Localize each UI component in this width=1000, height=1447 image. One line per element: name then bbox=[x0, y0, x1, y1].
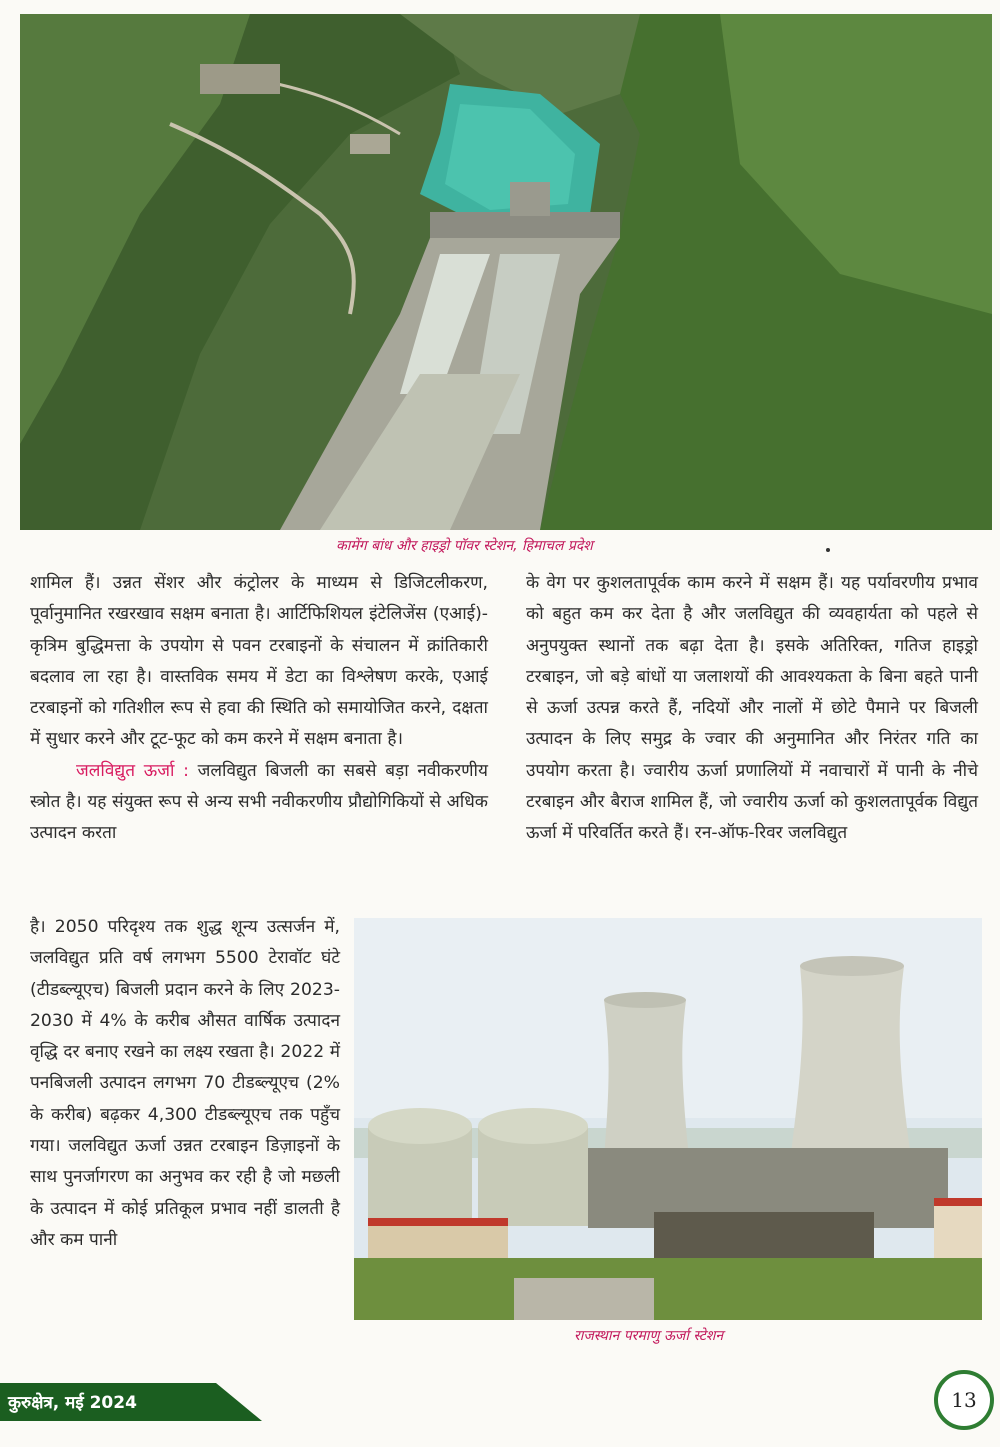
hydro-paragraph-start-text: जलविद्युत बिजली का सबसे बड़ा नवीकरणीय स्त्रोत है। यह संयुक्त रूप से अन्य सभी नवीकरणीय प्रौद्योगिकियों से अधिक उत्पादन करता bbox=[30, 760, 488, 844]
top-photo-caption: कामेंग बांध और हाइड्रो पॉवर स्टेशन, हिमाचल प्रदेश bbox=[336, 538, 593, 554]
left-paragraph-1: शामिल हैं। उन्नत सेंशर और कंट्रोलर के माध्यम से डिजिटलीकरण, पूर्वानुमानित रखरखाव सक्षम बनाता है। आर्टिफिशियल इंटेलिजेंस (एआई)-कृत्रिम बुद्धिमत्ता के उपयोग से पवन टरबाइनों के संचालन में क्रांतिकारी बदलाव ला रहा है। वास्तविक समय में डेटा का विश्लेषण करके, एआई टरबाइनों को गतिशील रूप से हवा की स्थिति को समायोजित करने, दक्षता में सुधार करने और टूट-फूट को कम करने में सक्षम बनाता है। bbox=[30, 573, 488, 750]
right-column bbox=[526, 568, 978, 850]
footer-magazine-issue: कुरुक्षेत्र, मई 2024 bbox=[8, 1393, 137, 1413]
dam-photo bbox=[20, 14, 992, 530]
hydro-paragraph-start bbox=[30, 756, 488, 850]
decorative-dot bbox=[826, 548, 830, 552]
page-number: 13 bbox=[934, 1370, 994, 1430]
bottom-photo-caption: राजस्थान परमाणु ऊर्जा स्टेशन bbox=[574, 1328, 724, 1344]
nuclear-station-photo bbox=[354, 918, 982, 1320]
hydro-paragraph-continued: है। 2050 परिदृश्य तक शुद्ध शून्य उत्सर्जन में, जलविद्युत प्रति वर्ष लगभग 5500 टेरावॉट घंटे (टीडब्ल्यूएच) बिजली प्रदान करने के लिए 2023-2030 में 4% के करीब औसत वार्षिक उत्पादन वृद्धि दर बनाए रखने का लक्ष्य रखता है। 2022 में पनबिजली उत्पादन लगभग 70 टीडब्ल्यूएच (2% के करीब) बढ़कर 4,300 टीडब्ल्यूएच तक पहुँच गया। जलविद्युत ऊर्जा उन्नत टरबाइन डिज़ाइनों के साथ पुनर्जागरण का अनुभव कर रही है जो मछली के उत्पादन में कोई प्रतिकूल प्रभाव नहीं डालती है और कम पानी bbox=[30, 917, 340, 1250]
left-column-bottom bbox=[30, 912, 340, 1256]
section-heading-hydro: जलविद्युत ऊर्जा : bbox=[76, 760, 189, 781]
left-column-top bbox=[30, 568, 488, 850]
right-paragraph: के वेग पर कुशलतापूर्वक काम करने में सक्षम हैं। यह पर्यावरणीय प्रभाव को बहुत कम कर देता है और जलविद्युत की व्यवहार्यता को पहले से अनुपयुक्त स्थानों तक बढ़ा देता है। इसके अतिरिक्त, गतिज हाइड्रो टरबाइन, जो बड़े बांधों या जलाशयों की आवश्यकता के बिना बहते पानी से ऊर्जा उत्पन्न करते हैं, नदियों और नालों में छोटे पैमाने पर बिजली उत्पादन के लिए समुद्र के ज्वार की अनुमानित और निरंतर गति का उपयोग करता है। ज्वारीय ऊर्जा प्रणालियों में नवाचारों में पानी के नीचे टरबाइन और बैराज शामिल हैं, जो ज्वारीय ऊर्जा को कुशलतापूर्वक विद्युत ऊर्जा में परिवर्तित करते हैं। रन-ऑफ-रिवर जलविद्युत bbox=[526, 573, 978, 844]
